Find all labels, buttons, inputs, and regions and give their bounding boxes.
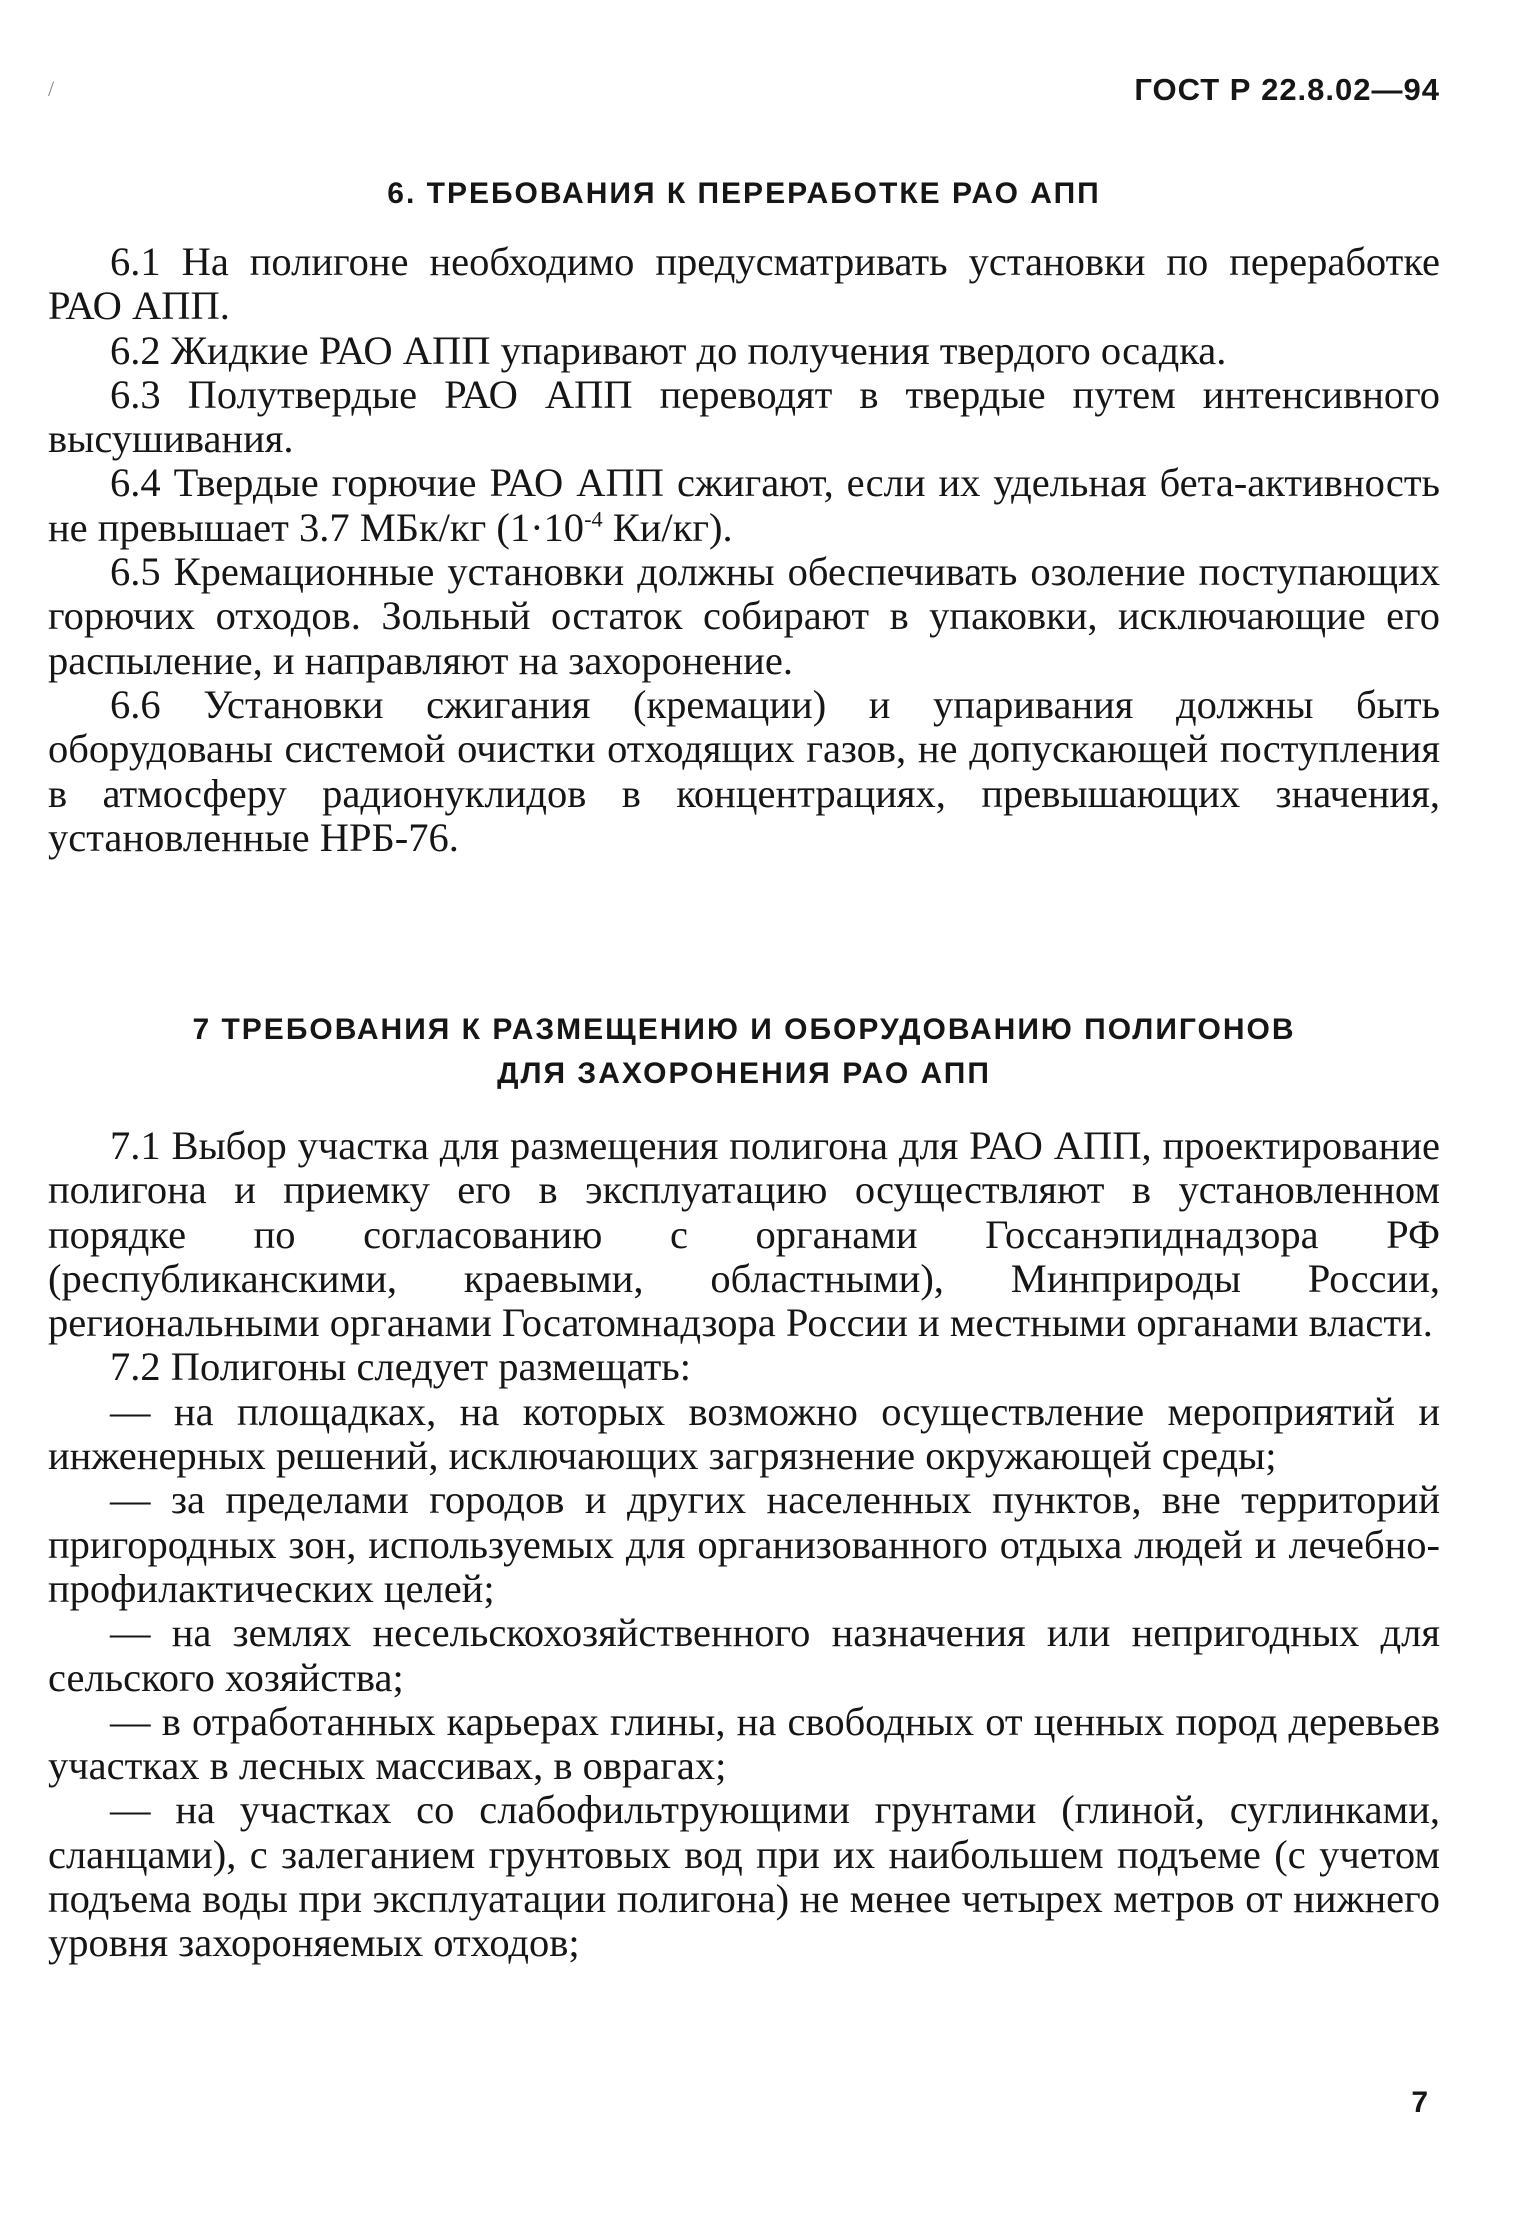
list-item: — за пределами городов и других населенных пунктов, вне территорий пригородных зон, используемых для организованного отдыха людей и лечебно-профилактических целей; [48,1477,1440,1611]
section-6-heading: 6. ТРЕБОВАНИЯ К ПЕРЕРАБОТКЕ РАО АПП [387,177,1101,210]
list-item: — на землях несельскохозяйственного назначения или непригодных для сельского хозяйства; [48,1610,1440,1700]
list-item: — на площадках, на которых возможно осуществление мероприятий и инженерных решений, исключающих загрязнение окружающей среды; [48,1388,1440,1479]
clause-6-3: 6.3 Полутвердые РАО АПП переводят в твердые путем интенсивного высушивания. [48,371,1440,462]
margin-mark: / [48,76,55,101]
clause-6-1: 6.1 На полигоне необходимо предусматривать установки по переработке РАО АПП. [48,239,1440,329]
page-number: 7 [1411,2086,1428,2119]
clause-6-4-exponent: -4 [584,506,603,532]
section-7-body [48,1124,1440,1966]
clause-7-1: 7.1 Выбор участка для размещения полигона для РАО АПП, проектирование полигона и приемку его в эксплуатацию осуществляют в установленном порядке по согласованию с органами Госсанэпиднадзора РФ (республиканскими, краевыми, областными), Минприроды России, региональными органами Госатомнадзора России и местными органами власти. [48,1123,1440,1346]
list-item: — в отработанных карьерах глины, на свободных от ценных пород деревьев участках в лесных массивах, в оврагах; [48,1698,1440,1789]
section-7-heading-line-1: 7 ТРЕБОВАНИЯ К РАЗМЕЩЕНИЮ И ОБОРУДОВАНИЮ ПОЛИГОНОВ [192,1013,1296,1046]
clause-7-2: 7.2 Полигоны следует размещать: [110,1344,692,1390]
section-6-body [48,240,1440,860]
clause-6-5: 6.5 Кремационные установки должны обеспечивать озоление поступающих горючих отходов. Зольный остаток собирают в упаковки, исключающие его распыление, и направляют на захоронение. [48,549,1440,683]
section-7-heading [48,1008,1440,1096]
clause-6-6: 6.6 Установки сжигания (кремации) и упаривания должны быть оборудованы системой очистки отходящих газов, не допускающей поступления в атмосферу радионуклидов в концентрациях, превышающих значения, установленные НРБ-76. [48,681,1440,860]
clause-6-2: 6.2 Жидкие РАО АПП упаривают до получения твердого осадка. [110,327,1227,373]
clause-6-4 [48,461,1440,550]
section-7-heading-line-2: ДЛЯ ЗАХОРОНЕНИЯ РАО АПП [497,1057,991,1090]
standard-designation: ГОСТ Р 22.8.02—94 [1134,72,1440,107]
clause-6-4-unit: Ки/кг). [602,504,733,550]
list-item: — на участках со слабофильтрующими грунтами (глиной, суглинками, сланцами), с залеганием грунтовых вод при их наибольшем подъеме (с учетом подъема воды при эксплуатации полигона) не менее четырех метров от нижнего уровня захороняемых отходов; [48,1787,1440,1966]
clause-6-4-text: 6.4 Твердые горючие РАО АПП сжигают, если их удельная бета-активность не превышает 3.7 МБк/кг (1·10 [48,460,1440,550]
document-page [48,40,1440,2210]
